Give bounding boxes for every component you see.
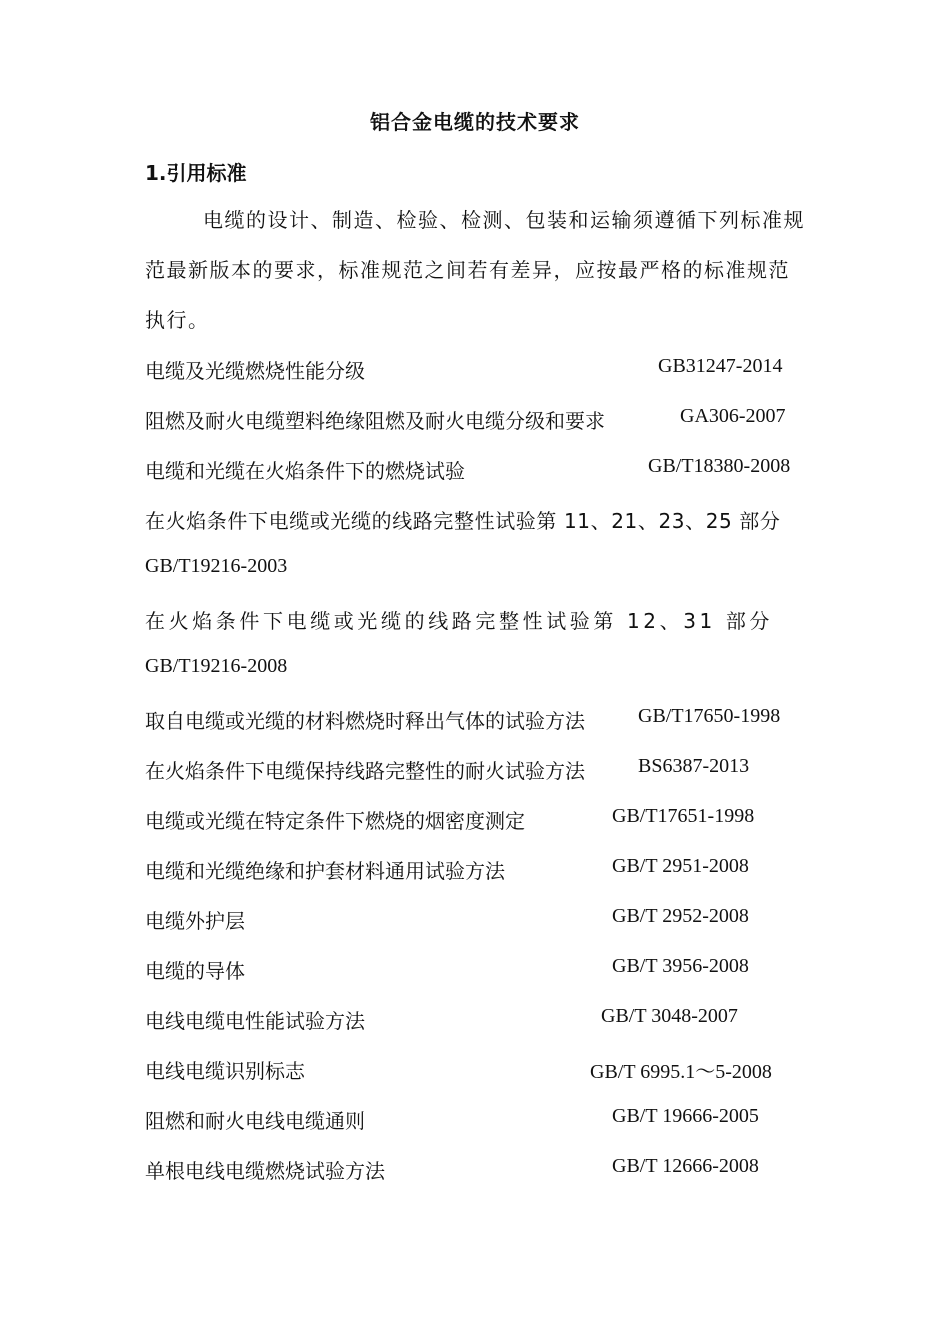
standard-name: 在火焰条件下电缆或光缆的线路完整性试验第 11、21、23、25 部分 — [145, 509, 781, 533]
standard-code: GB/T17650-1998 — [638, 705, 781, 727]
standard-name: 单根电线电缆燃烧试验方法 — [145, 1159, 385, 1183]
intro-paragraph: 电缆的设计、制造、检验、检测、包装和运输须遵循下列标准规范最新版本的要求，标准规范之间若有差异，应按最严格的标准规范执行。 — [145, 208, 805, 332]
standard-name: 阻燃及耐火电缆塑料绝缘阻燃及耐火电缆分级和要求 — [145, 409, 605, 433]
section-heading: 1.引用标准 — [145, 161, 247, 185]
standard-name: 电缆和光缆在火焰条件下的燃烧试验 — [145, 459, 465, 483]
standard-name: 电缆或光缆在特定条件下燃烧的烟密度测定 — [145, 809, 525, 833]
standard-code: GB/T17651-1998 — [612, 805, 755, 827]
standard-code: GB/T19216-2003 — [145, 555, 288, 577]
standard-code: GB/T 2952-2008 — [612, 905, 749, 927]
standard-name: 在火焰条件下电缆或光缆的线路完整性试验第 12、31 部分 — [145, 609, 774, 633]
standard-code: GB/T 3956-2008 — [612, 955, 749, 977]
standard-code: GB/T18380-2008 — [648, 455, 791, 477]
standard-code: GB/T 2951-2008 — [612, 855, 749, 877]
standard-name: 电缆的导体 — [145, 959, 245, 983]
standard-name: 电缆及光缆燃烧性能分级 — [145, 359, 365, 383]
standard-name: 电缆外护层 — [145, 909, 245, 933]
standard-code: GB/T 6995.1～5-2008 — [590, 1061, 772, 1083]
standard-name: 取自电缆或光缆的材料燃烧时释出气体的试验方法 — [145, 709, 585, 733]
standard-code: GB31247-2014 — [658, 355, 783, 377]
standard-code: GA306-2007 — [680, 405, 786, 427]
standard-name: 电线电缆识别标志 — [145, 1059, 305, 1083]
standard-name: 电线电缆电性能试验方法 — [145, 1009, 365, 1033]
standard-code: BS6387-2013 — [638, 755, 750, 777]
standard-code: GB/T19216-2008 — [145, 655, 288, 677]
standard-code: GB/T 19666-2005 — [612, 1105, 759, 1127]
standard-name: 电缆和光缆绝缘和护套材料通用试验方法 — [145, 859, 505, 883]
document-title: 铝合金电缆的技术要求 — [370, 110, 580, 134]
standard-name: 在火焰条件下电缆保持线路完整性的耐火试验方法 — [145, 759, 585, 783]
standard-code: GB/T 3048-2007 — [601, 1005, 738, 1027]
standard-code: GB/T 12666-2008 — [612, 1155, 759, 1177]
standard-name: 阻燃和耐火电线电缆通则 — [145, 1109, 365, 1133]
